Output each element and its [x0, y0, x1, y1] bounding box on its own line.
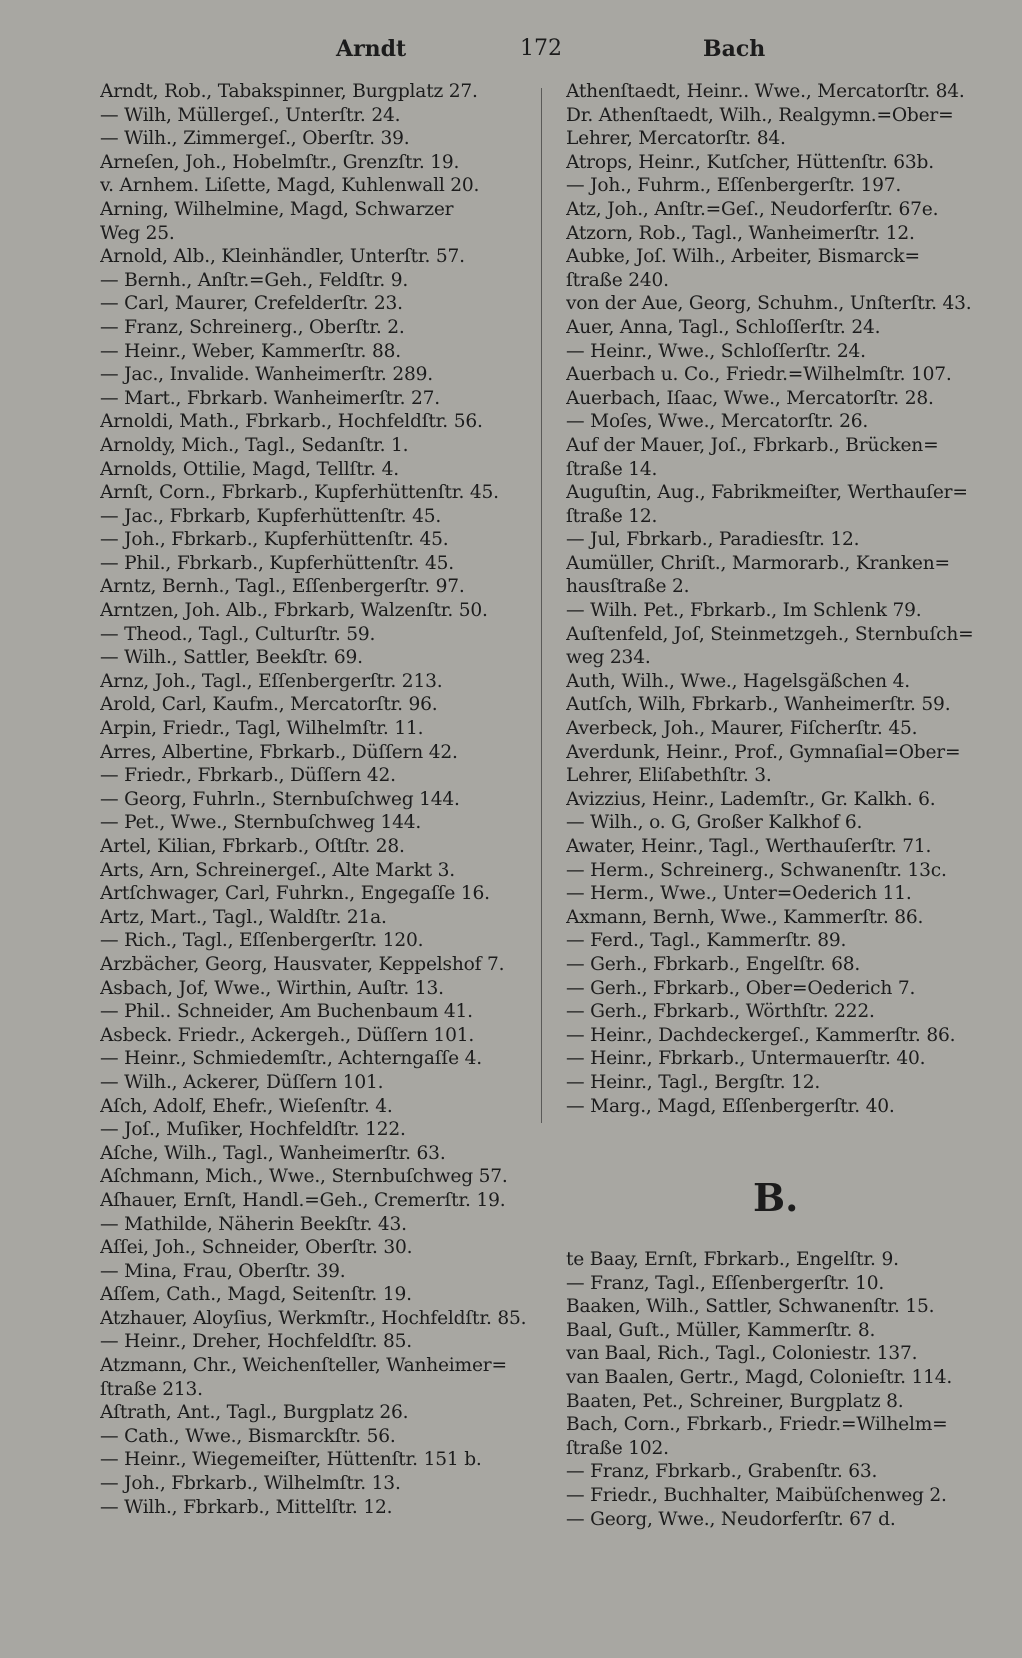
directory-entry: — Franz, Tagl., Eſſenbergerſtr. 10. [566, 1272, 885, 1294]
directory-entry: — Wilh., Sattler, Beekſtr. 69. [100, 647, 363, 669]
directory-entry: — Friedr., Fbrkarb., Düſſern 42. [100, 765, 396, 787]
directory-entry: — Phil.. Schneider, Am Buchenbaum 41. [100, 1001, 473, 1023]
directory-entry: Auerbach, Iſaac, Wwe., Mercatorſtr. 28. [566, 387, 934, 409]
directory-entry: Averbeck, Joh., Maurer, Fiſcherſtr. 45. [566, 718, 918, 740]
directory-entry: — Wilh., Zimmergeſ., Oberſtr. 39. [100, 128, 410, 150]
directory-entry: Aſtrath, Ant., Tagl., Burgplatz 26. [100, 1402, 409, 1424]
directory-entry: — Cath., Wwe., Bismarckſtr. 56. [100, 1425, 396, 1447]
directory-entry: Artſchwager, Carl, Fuhrkn., Engegaſſe 16. [100, 883, 490, 905]
directory-entry: Asbach, Jof, Wwe., Wirthin, Auſtr. 13. [100, 977, 444, 999]
directory-entry: — Marg., Magd, Eſſenbergerſtr. 40. [566, 1095, 895, 1117]
directory-entry: — Friedr., Buchhalter, Maibüſchenweg 2. [566, 1484, 947, 1506]
directory-entry: — Heinr., Wiegemeiſter, Hüttenſtr. 151 b. [100, 1449, 482, 1471]
directory-entry: — Wilh., Ackerer, Düſſern 101. [100, 1071, 384, 1093]
directory-entry: Arts, Arn, Schreinergeſ., Alte Markt 3. [100, 859, 455, 881]
directory-entry: — Jac., Invalide. Wanheimerſtr. 289. [100, 364, 433, 386]
directory-entry: ſtraße 14. [566, 458, 658, 480]
directory-entry: Aſſem, Cath., Magd, Seitenſtr. 19. [100, 1284, 412, 1306]
directory-entry: Arnoldi, Math., Fbrkarb., Hochfeldſtr. 56. [100, 411, 483, 433]
directory-entry: Lehrer, Eliſabethſtr. 3. [566, 765, 772, 787]
directory-entry: weg 234. [566, 647, 651, 669]
directory-entry: Asbeck. Friedr., Ackergeh., Düſſern 101. [100, 1024, 475, 1046]
directory-entry: Arnſt, Corn., Fbrkarb., Kupferhüttenſtr. 45. [100, 482, 499, 504]
directory-entry: Atz, Joh., Anſtr.=Geſ., Neudorferſtr. 67e. [566, 198, 939, 220]
directory-entry: Bach, Corn., Fbrkarb., Friedr.=Wilhelm= [566, 1414, 948, 1436]
directory-entry: — Mathilde, Näherin Beekſtr. 43. [100, 1213, 407, 1235]
directory-entry: — Joſ., Muſiker, Hochfeldſtr. 122. [100, 1119, 406, 1141]
directory-entry: Aſch, Adolf, Ehefr., Wieſenſtr. 4. [100, 1095, 393, 1117]
directory-entry: Baaten, Pet., Schreiner, Burgplatz 8. [566, 1390, 904, 1412]
directory-entry: — Heinr., Wwe., Schloſſerſtr. 24. [566, 340, 866, 362]
directory-entry: — Wilh. Pet., Fbrkarb., Im Schlenk 79. [566, 600, 922, 622]
directory-entry: Auer, Anna, Tagl., Schloſſerſtr. 24. [566, 316, 881, 338]
directory-entry: Axmann, Bernh, Wwe., Kammerſtr. 86. [566, 906, 924, 928]
directory-entry: Awater, Heinr., Tagl., Werthauſerſtr. 71. [566, 836, 932, 857]
directory-entry: Auerbach u. Co., Friedr.=Wilhelmſtr. 107. [566, 364, 952, 386]
directory-entry: Aſchmann, Mich., Wwe., Sternbuſchweg 57. [100, 1166, 508, 1188]
directory-entry: Athenſtaedt, Heinr.. Wwe., Mercatorſtr. 84. [566, 81, 965, 102]
directory-entry: Lehrer, Mercatorſtr. 84. [566, 128, 786, 150]
directory-entry: — Gerh., Fbrkarb., Ober=Oederich 7. [566, 977, 916, 999]
directory-entry: Arnolds, Ottilie, Magd, Tellſtr. 4. [100, 458, 399, 480]
directory-entry: von der Aue, Georg, Schuhm., Unſterſtr. 43. [566, 293, 972, 315]
directory-entry: — Wilh., o. G, Großer Kalkhof 6. [566, 812, 863, 834]
right-column-top [566, 80, 994, 1118]
directory-entry: van Baalen, Gertr., Magd, Colonieſtr. 114. [566, 1366, 953, 1388]
directory-entry: — Moſes, Wwe., Mercatorſtr. 26. [566, 411, 869, 433]
directory-entry: — Heinr., Fbrkarb., Untermauerſtr. 40. [566, 1048, 926, 1070]
directory-entry: — Franz, Schreinerg., Oberſtr. 2. [100, 316, 405, 338]
directory-entry: hausſtraße 2. [566, 576, 690, 598]
directory-entry: — Phil., Fbrkarb., Kupferhüttenſtr. 45. [100, 552, 454, 574]
page-number: 172 [520, 36, 562, 61]
header-right-keyword: Bach [703, 36, 766, 62]
header-left-keyword: Arndt [336, 36, 407, 62]
section-letter: B. [753, 1175, 799, 1220]
directory-entry: Dr. Athenſtaedt, Wilh., Realgymn.=Ober= [566, 104, 954, 126]
directory-entry: ſtraße 213. [100, 1378, 203, 1400]
directory-entry: — Wilh., Fbrkarb., Mittelſtr. 12. [100, 1496, 393, 1518]
directory-entry: Atzmann, Chr., Weichenſteller, Wanheimer= [100, 1355, 507, 1377]
directory-entry: — Heinr., Schmiedemſtr., Achterngaſſe 4. [100, 1048, 482, 1070]
directory-entry: — Pet., Wwe., Sternbuſchweg 144. [100, 812, 422, 834]
column-divider [541, 88, 542, 1123]
directory-entry: Atrops, Heinr., Kutſcher, Hüttenſtr. 63b. [566, 151, 934, 173]
directory-entry: — Gerh., Fbrkarb., Wörthſtr. 222. [566, 1001, 875, 1023]
left-column [100, 80, 528, 1519]
directory-entry: — Heinr., Weber, Kammerſtr. 88. [100, 340, 401, 362]
directory-entry: — Wilh, Müllergeſ., Unterſtr. 24. [100, 104, 401, 126]
directory-entry: — Mina, Frau, Oberſtr. 39. [100, 1260, 346, 1282]
directory-entry: te Baay, Ernſt, Fbrkarb., Engelſtr. 9. [566, 1249, 899, 1270]
directory-entry: Arneſen, Joh., Hobelmſtr., Grenzſtr. 19. [100, 151, 460, 173]
directory-entry: v. Arnhem. Liſette, Magd, Kuhlenwall 20. [100, 175, 480, 197]
directory-entry: Arnz, Joh., Tagl., Eſſenbergerſtr. 213. [100, 670, 443, 692]
directory-entry: Arnoldy, Mich., Tagl., Sedanſtr. 1. [100, 434, 409, 456]
directory-entry: Baaken, Wilh., Sattler, Schwanenſtr. 15. [566, 1296, 935, 1318]
directory-entry: Arold, Carl, Kaufm., Mercatorſtr. 96. [100, 694, 438, 716]
directory-entry: Arnold, Alb., Kleinhändler, Unterſtr. 57. [100, 246, 465, 268]
directory-entry: — Heinr., Dachdeckergeſ., Kammerſtr. 86. [566, 1024, 956, 1046]
directory-entry: Avizzius, Heinr., Lademſtr., Gr. Kalkh. 6. [566, 788, 936, 810]
directory-entry: Aſhauer, Ernſt, Handl.=Geh., Cremerſtr. 19. [100, 1189, 506, 1211]
directory-entry: Arndt, Rob., Tabakspinner, Burgplatz 27. [100, 81, 478, 102]
directory-entry: — Theod., Tagl., Culturſtr. 59. [100, 623, 376, 645]
directory-entry: — Carl, Maurer, Crefelderſtr. 23. [100, 293, 403, 315]
directory-entry: Auguſtin, Aug., Fabrikmeiſter, Werthauſer= [566, 482, 968, 504]
directory-entry: Atzhauer, Aloyſius, Werkmſtr., Hochfeldſtr. 85. [100, 1307, 527, 1329]
directory-entry: Arntzen, Joh. Alb., Fbrkarb, Walzenſtr. 50. [100, 600, 488, 622]
directory-entry: — Rich., Tagl., Eſſenbergerſtr. 120. [100, 930, 424, 952]
directory-entry: Atzorn, Rob., Tagl., Wanheimerſtr. 12. [566, 222, 915, 244]
directory-entry: — Ferd., Tagl., Kammerſtr. 89. [566, 930, 847, 952]
directory-entry: Aumüller, Chriſt., Marmorarb., Kranken= [566, 552, 950, 574]
directory-entry: Baal, Guſt., Müller, Kammerſtr. 8. [566, 1319, 876, 1341]
directory-entry: — Franz, Fbrkarb., Grabenſtr. 63. [566, 1461, 878, 1483]
directory-entry: Auſtenfeld, Joſ, Steinmetzgeh., Sternbuſch= [566, 623, 974, 645]
directory-entry: — Joh., Fuhrm., Eſſenbergerſtr. 197. [566, 175, 902, 197]
directory-entry: Auth, Wilh., Wwe., Hagelsgäßchen 4. [566, 670, 910, 692]
directory-entry: — Heinr., Dreher, Hochfeldſtr. 85. [100, 1331, 412, 1353]
directory-entry: Arpin, Friedr., Tagl, Wilhelmſtr. 11. [100, 718, 424, 740]
directory-entry: Arres, Albertine, Fbrkarb., Düſſern 42. [100, 741, 458, 763]
directory-entry: Averdunk, Heinr., Prof., Gymnaſial=Ober= [566, 741, 961, 763]
directory-entry: — Joh., Fbrkarb., Kupferhüttenſtr. 45. [100, 529, 449, 551]
directory-entry: — Mart., Fbrkarb. Wanheimerſtr. 27. [100, 387, 440, 409]
directory-entry: Weg 25. [100, 222, 175, 244]
page-header [0, 36, 1022, 70]
directory-entry: — Gerh., Fbrkarb., Engelſtr. 68. [566, 953, 861, 975]
directory-entry: — Herm., Wwe., Unter=Oederich 11. [566, 883, 912, 905]
directory-entry: — Georg, Wwe., Neudorferſtr. 67 d. [566, 1508, 896, 1530]
directory-entry: — Jul, Fbrkarb., Paradiesſtr. 12. [566, 529, 860, 551]
directory-entry: Aſche, Wilh., Tagl., Wanheimerſtr. 63. [100, 1142, 446, 1164]
directory-entry: Arzbächer, Georg, Hausvater, Keppelshof 7. [100, 953, 505, 975]
directory-entry: Arntz, Bernh., Tagl., Eſſenbergerſtr. 97. [100, 576, 465, 598]
directory-entry: Aſſei, Joh., Schneider, Oberſtr. 30. [100, 1237, 413, 1259]
directory-entry: ſtraße 12. [566, 505, 658, 527]
directory-entry: ſtraße 102. [566, 1437, 669, 1459]
directory-entry: — Georg, Fuhrln., Sternbuſchweg 144. [100, 788, 460, 810]
directory-entry: — Herm., Schreinerg., Schwanenſtr. 13c. [566, 859, 947, 881]
directory-entry: — Heinr., Tagl., Bergſtr. 12. [566, 1071, 821, 1093]
right-column-bottom [566, 1248, 994, 1531]
directory-entry: Artz, Mart., Tagl., Waldſtr. 21a. [100, 906, 387, 928]
directory-entry: Auf der Mauer, Joſ., Fbrkarb., Brücken= [566, 434, 939, 456]
directory-entry: Autſch, Wilh, Fbrkarb., Wanheimerſtr. 59. [566, 694, 951, 716]
directory-entry: — Bernh., Anſtr.=Geh., Feldſtr. 9. [100, 269, 409, 291]
directory-entry: Artel, Kilian, Fbrkarb., Oſtſtr. 28. [100, 836, 405, 857]
directory-entry: Arning, Wilhelmine, Magd, Schwarzer [100, 198, 454, 220]
directory-entry: ſtraße 240. [566, 269, 669, 291]
directory-entry: van Baal, Rich., Tagl., Coloniestr. 137. [566, 1343, 918, 1365]
directory-entry: Aubke, Joſ. Wilh., Arbeiter, Bismarck= [566, 246, 920, 268]
directory-entry: — Jac., Fbrkarb, Kupferhüttenſtr. 45. [100, 505, 442, 527]
directory-entry: — Joh., Fbrkarb., Wilhelmſtr. 13. [100, 1473, 401, 1495]
